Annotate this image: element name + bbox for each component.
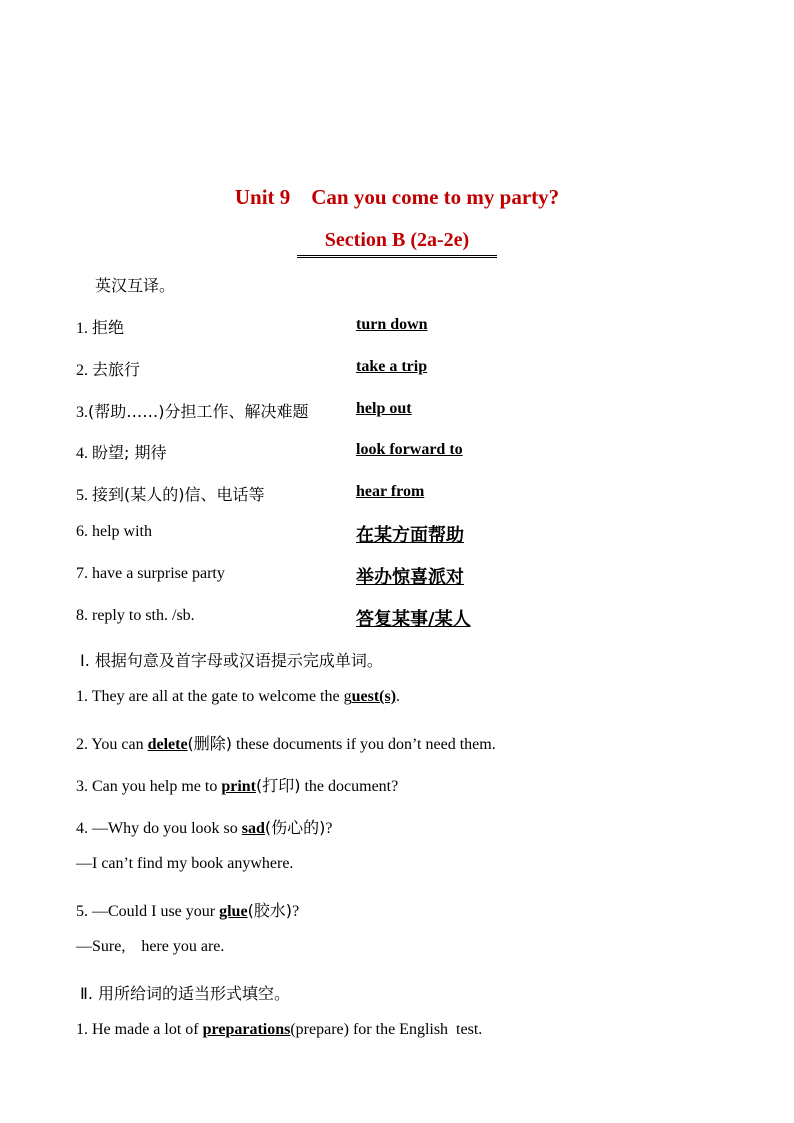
item-prompt: 盼望; 期待 (92, 443, 167, 462)
answer-blank: print (221, 778, 256, 795)
item-number: 8. (76, 607, 88, 624)
answer-blank: delete (147, 736, 188, 753)
answer-blank: glue (219, 903, 248, 920)
part1-question-3: 3. Can you help me to print(打印) the document? (76, 776, 399, 795)
answer-blank: preparations (202, 1021, 291, 1038)
item-prompt: have a surprise party (92, 565, 225, 582)
hint: (打印) (255, 776, 301, 795)
translation-answer: take a trip (356, 358, 428, 375)
unit-title: Unit 9 Can you come to my party? (234, 185, 560, 209)
part1-question-4: 4. —Why do you look so sad(伤心的)? (76, 818, 333, 837)
translation-item (76, 399, 309, 422)
item-number: 2. (76, 362, 88, 379)
item-number: 7. (76, 565, 88, 582)
part1-heading: Ⅰ. 根据句意及首字母或汉语提示完成单词。 (80, 651, 383, 670)
item-prompt: 接到(某人的)信、电话等 (92, 485, 265, 504)
part1-question-5-reply: —Sure, here you are. (76, 938, 225, 955)
translation-heading: 英汉互译。 (95, 276, 176, 295)
translation-item (76, 482, 265, 505)
part1-question-5: 5. —Could I use your glue(胶水)? (76, 901, 300, 920)
hint: (删除) (187, 734, 233, 753)
item-prompt: 拒绝 (92, 318, 125, 337)
hint: (伤心的) (264, 818, 326, 837)
item-number: 1. (76, 320, 88, 337)
translation-answer: 在某方面帮助 (356, 525, 464, 546)
translation-item (76, 523, 152, 541)
translation-item (76, 607, 195, 625)
hint: (prepare) for the English test. (290, 1021, 483, 1038)
translation-item (76, 315, 124, 338)
section-title: Section B (2a-2e) (297, 229, 497, 258)
item-prompt: reply to sth. /sb. (92, 607, 195, 624)
item-number: 5. (76, 487, 88, 504)
part1-question-2: 2. You can delete(删除) these documents if you don’t need them. (76, 734, 496, 753)
translation-answer: 举办惊喜派对 (356, 567, 464, 588)
answer-blank: sad (241, 820, 265, 837)
answer-blank: uest(s) (351, 688, 397, 705)
item-prompt: help with (92, 523, 152, 540)
translation-answer: look forward to (356, 441, 463, 458)
part2-question-1: 1. He made a lot of preparations(prepare) for the English test. (76, 1021, 483, 1038)
translation-item (76, 565, 225, 583)
part1-question-1: 1. They are all at the gate to welcome the guest(s). (76, 688, 401, 705)
translation-answer: turn down (356, 316, 428, 333)
translation-answer: 答复某事/某人 (356, 609, 471, 630)
part2-heading: Ⅱ. 用所给词的适当形式填空。 (80, 984, 291, 1003)
hint: (胶水) (247, 901, 293, 920)
item-prompt: 去旅行 (92, 360, 141, 379)
item-number: 4. (76, 445, 88, 462)
item-prompt: (帮助……)分担工作、解决难题 (88, 402, 309, 421)
item-number: 6. (76, 523, 88, 540)
part1-question-4-reply: —I can’t find my book anywhere. (76, 855, 294, 872)
section-title-wrap (0, 229, 794, 258)
item-number: 3. (76, 404, 88, 421)
translation-item (76, 440, 166, 463)
translation-answer: hear from (356, 483, 425, 500)
translation-answer: help out (356, 400, 412, 417)
translation-item (76, 357, 140, 380)
